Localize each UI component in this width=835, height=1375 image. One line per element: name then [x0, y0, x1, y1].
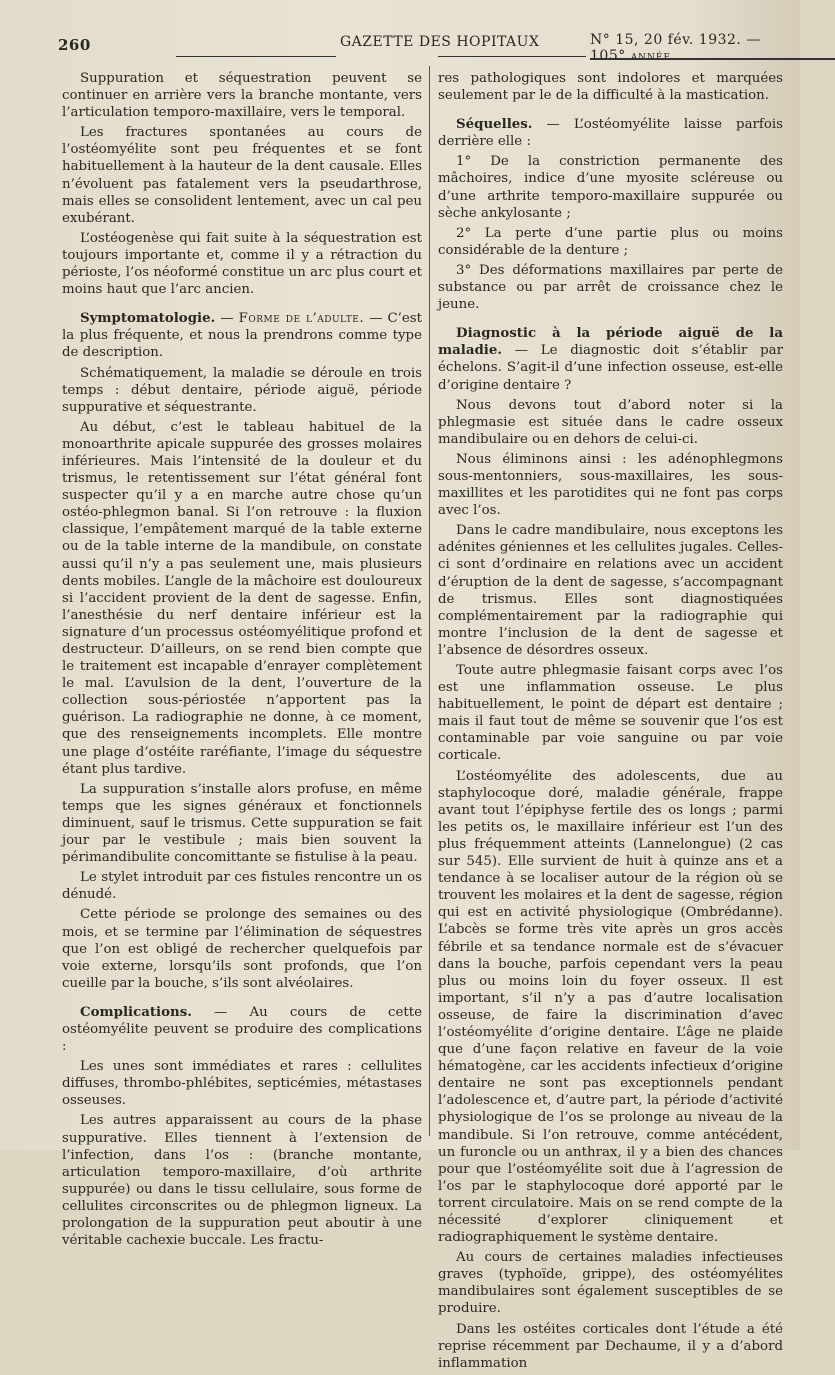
header-rule-left: [176, 56, 336, 57]
heading-symptomatologie: Symptomatologie.: [80, 310, 216, 327]
paragraph-adolescents: L’ostéomyélite des adolescents, due au staphylocoque doré, maladie générale, frappe avant tout l’épiphyse fertile des os longs ; parmi les petits os, le maxillaire inférieur est l’un des plus fréquemment atteints (Lannelongue) (2 cas sur 545). Elle survient de huit à quinze ans et a tendance à se localiser autour de la région où se trouvent les molaires et la dent de sagesse, région qui est en activité physiologique (Ombrédanne). L’abcès se forme très vite après un gros accès fébrile et sa tendance normale est de s’évacuer dans la bouche, parfois cependant vers la peau plus ou moins loin du foyer osseux. Il est important, s’il n’y a pas d’autre localisation osseuse, de faire la discrimination d’avec l’ostéomyélite d’origine dentaire. L’âge ne plaide que d’une façon relative en faveur de la voie hématogène, car les accidents infectieux d’origine dentaire ne sont pas exceptionnels pendant l’adolescence et, d’autre part, la période d’activité physiologique de l’os se prolonge au niveau de la mandibule. Si l’on retrouve, comme antécédent, un furoncle ou un anthrax, il y a bien des chances pour que l’ostéomyélite soit due à l’agression de l’os par le staphylocoque doré apporté par le torrent circulatoire. Mais on se rend compte de la nécessité d’explorer cliniquement et radiographiquement le système dentaire.: [438, 768, 783, 1246]
subheading-forme-adulte: Forme de l’adulte.: [238, 311, 365, 327]
diagnostic-text: — Le diagnostic doit s’établir par échelons. S’agit-il d’une infection osseuse, est-elle d’origine dentaire ?: [438, 343, 783, 393]
journal-title: GAZETTE DES HOPITAUX: [340, 34, 540, 50]
paragraph-osteites-corticales: Dans les ostéites corticales dont l’étude a été reprise récemment par Dechaume, il y a d’abord inflammation: [438, 1321, 783, 1371]
paragraph-immediates: Les unes sont immédiates et rares : cellulites diffuses, thrombo-phlébites, septicémies, métastases osseuses.: [62, 1059, 422, 1109]
sequelle-item-2: 2° La perte d’une partie plus ou moins considérable de la denture ;: [438, 225, 783, 258]
heading-diagnostic: Diagnostic à la période aiguë de la maladie.: [438, 325, 783, 359]
heading-complications: Complications.: [80, 1003, 192, 1020]
page-header: [58, 20, 778, 64]
complications-text: — Au cours de cette ostéomyélite peuvent se produire des complications :: [62, 1004, 422, 1055]
paragraph-schematiquement: Schématiquement, la maladie se déroule en trois temps : début dentaire, période aiguë, période suppurative et séquestrante.: [62, 365, 422, 415]
header-rule-right: [590, 58, 835, 60]
left-column: [62, 70, 422, 1252]
section-sequelles: [438, 116, 783, 150]
paragraph-fractures: Les fractures spontanées au cours de l’ostéomyélite sont peu fréquentes et se font habituellement à la hauteur de la dent causale. Elles n’évoluent pas fatalement vers la pseudarthrose, mais elles se consolident lentement, avec un cal peu exubérant.: [62, 125, 422, 226]
paragraph-nous-eliminons: Nous éliminons ainsi : les adénophlegmons sous-mentonniers, sous-maxillaires, les sous-maxillites et les parotidites qui ne font pas corps avec l’os.: [438, 451, 783, 519]
sequelle-item-1: 1° De la constriction permanente des mâchoires, indice d’une myosite scléreuse ou d’une arthrite temporo-maxillaire suppurée ou sèche ankylosante ;: [438, 154, 783, 221]
header-rule-middle: [438, 56, 586, 57]
paragraph-fractures-cont: res pathologiques sont indolores et marquées seulement par le de la difficulté à la mastication.: [438, 71, 783, 104]
sequelle-item-3: 3° Des déformations maxillaires par perte de substance ou par arrêt de croissance chez le jeune.: [438, 262, 783, 313]
paragraph-stylet: Le stylet introduit par ces fistules rencontre un os dénudé.: [62, 870, 422, 903]
paragraph-au-debut: Au début, c’est le tableau habituel de la monoarthrite apicale suppurée des grosses molaires inférieures. Mais l’intensité de la douleur et du trismus, le retentissement sur l’état général font suspecter qu’il y a en marche autre chose qu’un ostéo-phlegmon banal. Si l’on retrouve : la fluxion classique, l’empâtement marqué de la table externe ou de la table interne de la mandibule, on constate aussi qu’il n’y a pas seulement une, mais plusieurs dents mobiles. L’angle de la mâchoire est douloureux si l’accident provient de la dent de sagesse. Enfin, l’anesthésie du nerf dentaire inférieur est la signature d’un processus ostéomyélitique profond et destructeur. D’ailleurs, on se rend bien compte que le traitement est incapable d’enrayer complètement le mal. L’avulsion de la dent, l’ouverture de la collection sous-périostée n’apportent pas la guérison. La radiographie ne donne, à ce moment, que des renseignements incomplets. Elle montre une plage d’ostéite raréfiante, l’image du séquestre étant plus tardive.: [62, 419, 422, 777]
section-complications: [62, 1004, 422, 1055]
paragraph-nous-devons: Nous devons tout d’abord noter si la phlegmasie est située dans le cadre osseux mandibulaire ou en dehors de celui-ci.: [438, 397, 783, 447]
sequelles-text: — L’ostéomyélite laisse parfois derrière elle :: [438, 117, 783, 150]
paragraph-maladies-infectieuses: Au cours de certaines maladies infectieuses graves (typhoïde, grippe), des ostéomyélites mandibulaires sont également susceptibles de se produire.: [438, 1250, 783, 1317]
paragraph-periode: Cette période se prolonge des semaines ou des mois, et se termine par l’élimination de séquestres que l’on est obligé de rechercher quelquefois par voie externe, lorsqu’ils sont profonds, que l’on cueille par la bouche, s’ils sont alvéolaires.: [62, 907, 422, 991]
right-column: [438, 70, 783, 1375]
symptomatologie-text: — C’est la plus fréquente, et nous la prendrons comme type de description.: [62, 311, 423, 361]
heading-sequelles: Séquelles.: [456, 116, 533, 133]
issue-number-date: N° 15, 20 fév. 1932. — 105°: [590, 32, 761, 64]
page-number: 260: [58, 36, 91, 54]
paragraph-cadre-mandibulaire: Dans le cadre mandibulaire, nous exceptons les adénites géniennes et les cellulites jugales. Celles-ci sont d’ordinaire en relations avec un accident d’éruption de la dent de sagesse, s’accompagnant de trismus. Elles sont diagnostiquées complémentairement par la radiographie qui montre l’inclusion de la dent de sagesse et l’absence de désordres osseux.: [438, 523, 783, 658]
section-symptomatologie: Symptomatologie. — Forme de l’adulte. — C’est la plus fréquente, et nous la prendrons comme type de description.: [62, 310, 423, 361]
paragraph-osteogenese: L’ostéogenèse qui fait suite à la séquestration est toujours importante et, comme il y a rétraction du périoste, l’os néoformé constitue un arc plus court et moins haut que l’arc ancien.: [62, 230, 422, 298]
paragraph-suppuration-profuse: La suppuration s’installe alors profuse, en même temps que les signes généraux et fonctionnels diminuent, sauf le trismus. Cette suppuration se fait jour par le vestibule ; mais bien souvent la périmandibulite concomittante se fistulise à la peau.: [62, 781, 422, 866]
section-diagnostic: [438, 325, 783, 393]
issue-annee: ANNÉE.: [630, 53, 675, 63]
paragraph-autres: Les autres apparaissent au cours de la phase suppurative. Elles tiennent à l’extension de l’infection, dans l’os : (branche montante, articulation temporo-maxillaire, d’où arthrite suppurée) ou dans le tissu cellulaire, sous forme de cellulites circonscrites ou de phlegmon ligneux. La prolongation de la suppuration peut aboutir à une véritable cachexie buccale. Les fractu-: [62, 1113, 422, 1249]
paragraph-suppuration: Suppuration et séquestration peuvent se continuer en arrière vers la branche montante, vers l’articulation temporo-maxillaire, vers le temporal.: [62, 71, 422, 121]
paragraph-toute-autre: Toute autre phlegmasie faisant corps avec l’os est une inflammation osseuse. Le plus habituellement, le point de départ est dentaire ; mais il faut tout de même se souvenir que l’os est contaminable par voie sanguine ou par voie corticale.: [438, 663, 783, 764]
column-divider: [429, 66, 430, 1136]
